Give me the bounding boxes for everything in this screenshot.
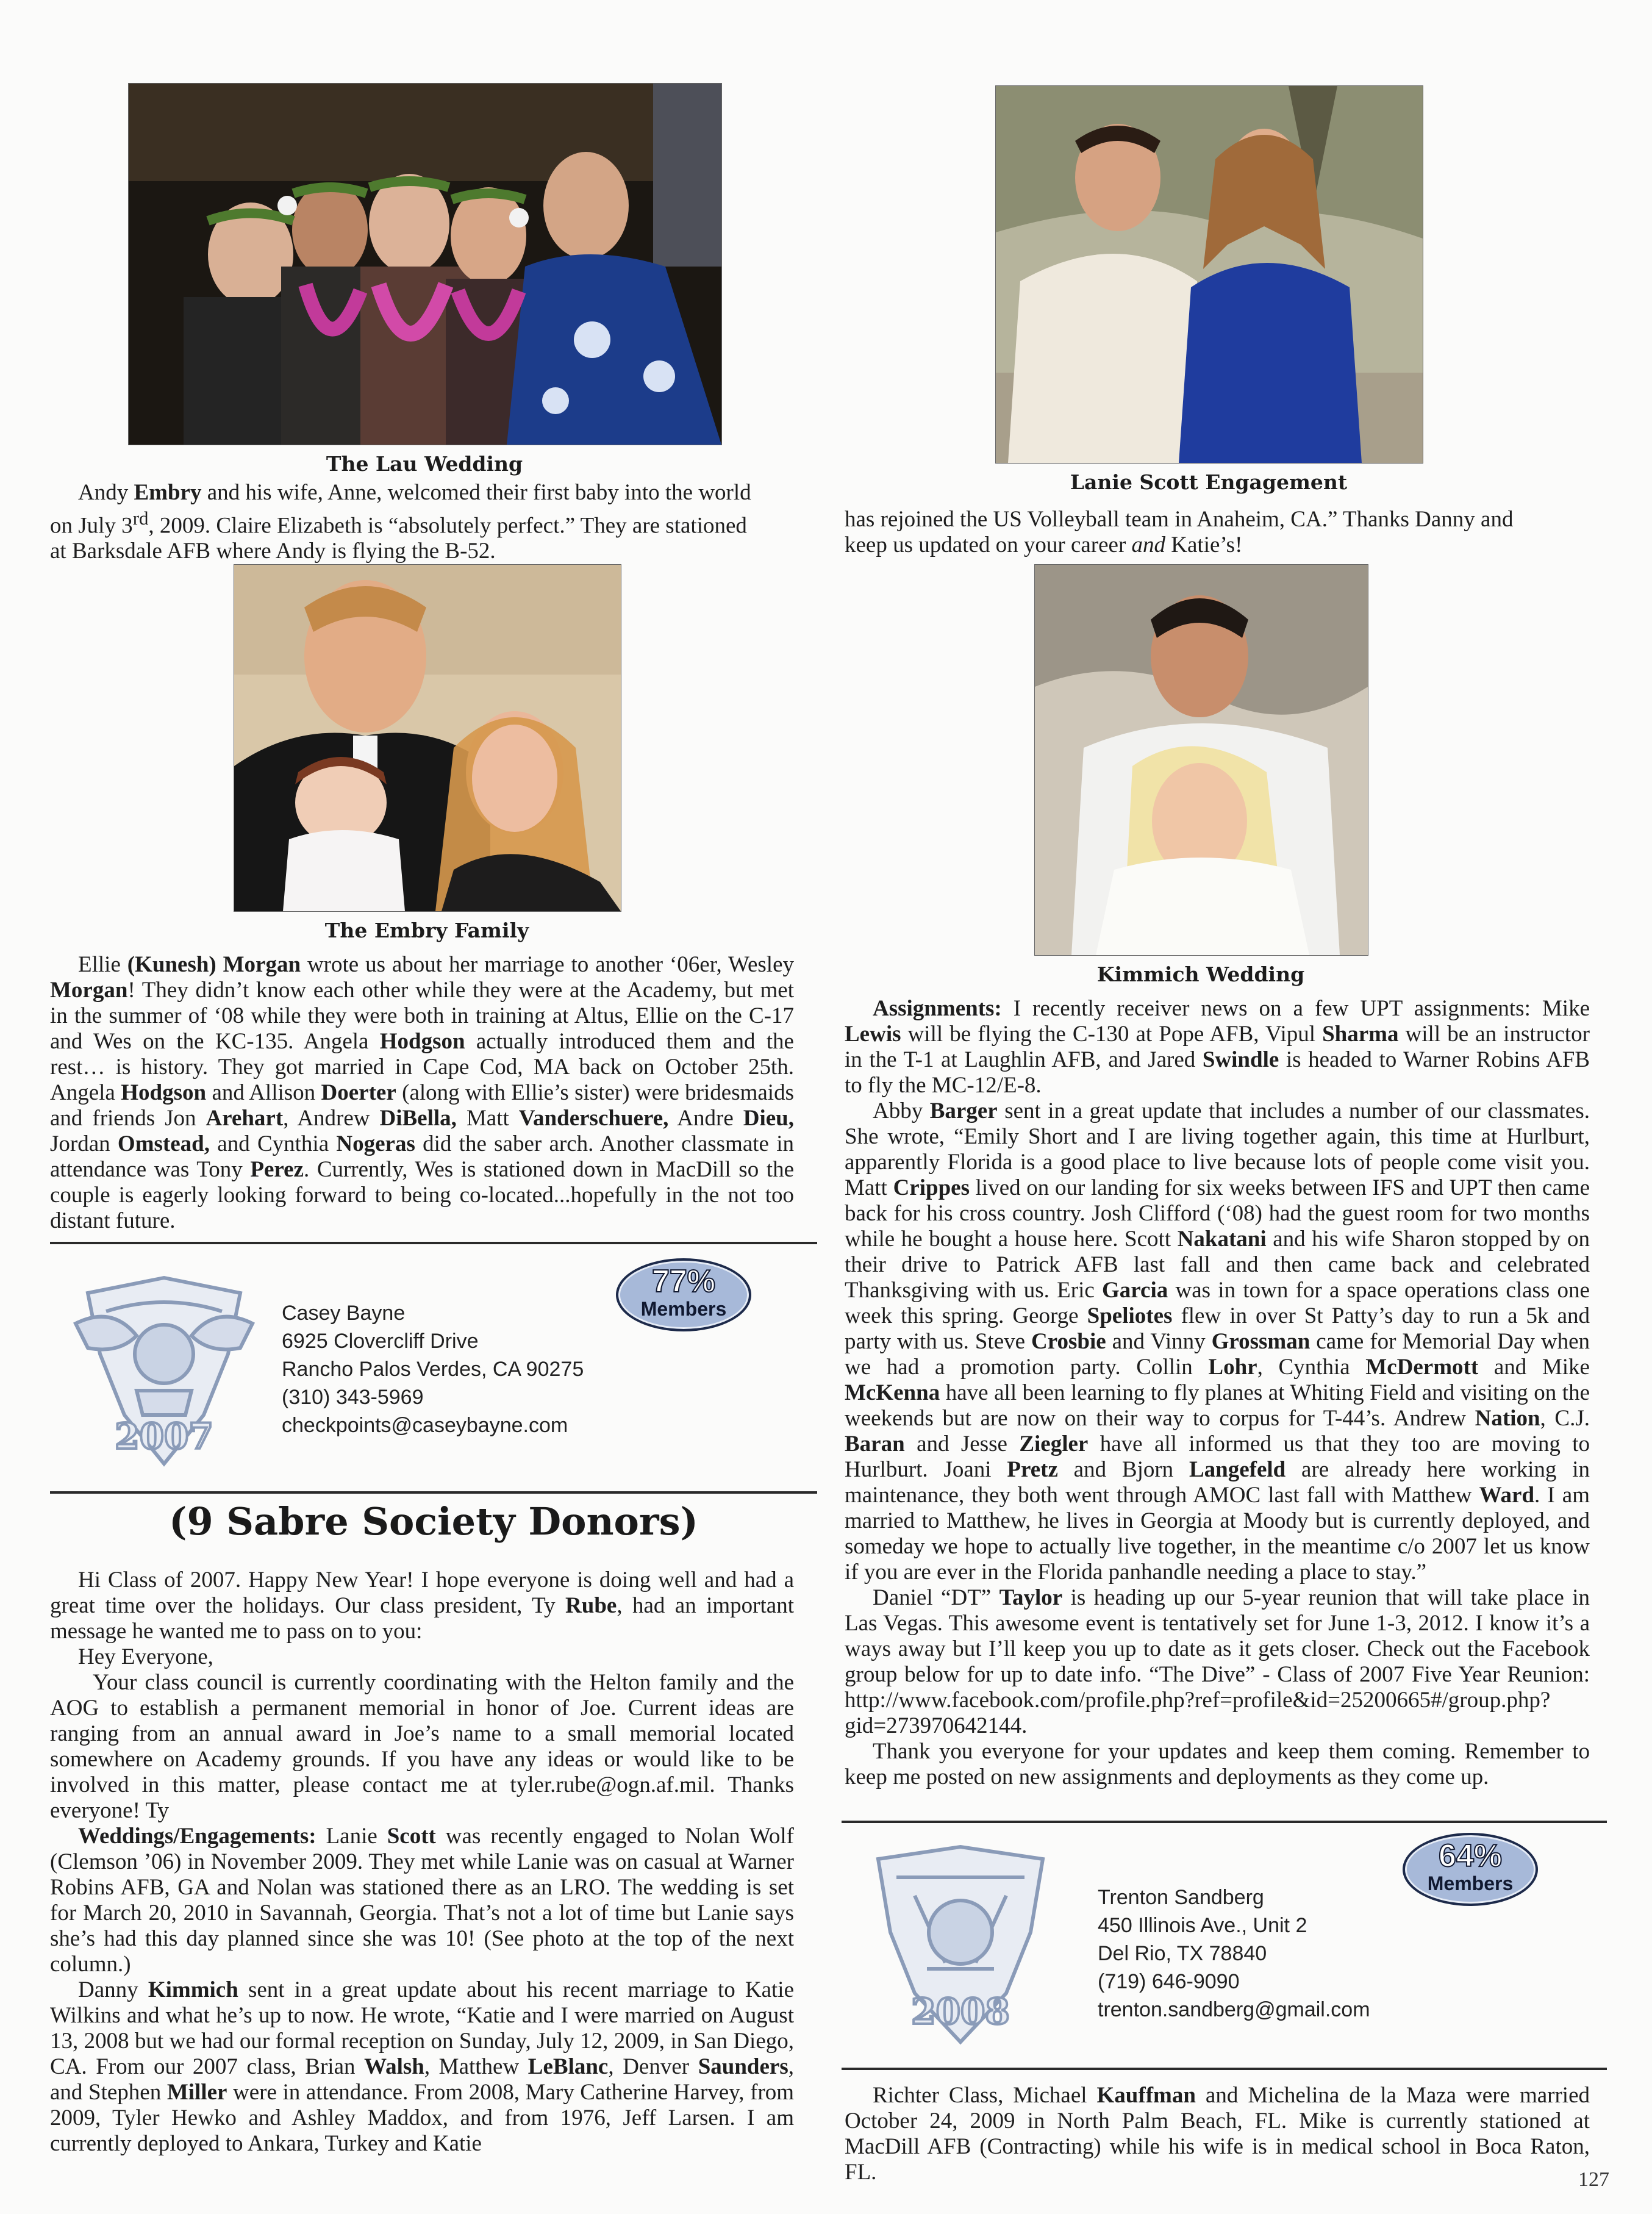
class2008-crest-icon [860,1841,1061,2048]
left-body-para-4: Danny Kimmich sent in a great update about his recent marriage to Katie Wilkins and what he’s up to now. He wrote, “Katie and I were married on August 13, 2008 but we had our formal reception on Sunday, July 12, 2009, in San Diego, CA. From our 2007 class, Brian Walsh, Matthew LeBlanc, Denver Saunders, and Stephen Miller were in attendance. From 2008, Mary Catherine Harvey, from 2009, Tyler Hewko and Ashley Maddox, and from 1976, Jeff Larsen. I am currently deployed to Ankara, Turkey and Katie [50,1977,794,2156]
class2007-contact-email[interactable]: checkpoints@caseybayne.com [282,1414,568,1437]
embry-line-1: Andy Embry and his wife, Anne, welcomed their first baby into the world [78,480,751,505]
class2007-contact [282,1299,584,1439]
class2007-crest-year: 2007 [115,1416,213,1457]
left-body [50,1567,794,2157]
class2008-members-label: Members [1427,1872,1514,1894]
class2007-members-label: Members [640,1298,727,1320]
left-body-para-3: Weddings/Engagements: Lanie Scott was recently engaged to Nolan Wolf (Clemson ’06) in November 2009. They met while Lanie was on casual at Warner Robins AFB, GA and Nolan was stationed there as an LRO. The wedding is set for March 20, 2010 in Savannah, Georgia. That’s not a lot of time but Lanie says she’s had this day planned since she was 10! (See photo at the top of the next column.) [50,1824,794,1977]
class2008-crest-year: 2008 [911,1991,1010,2032]
class2007-contact-name: Casey Bayne [282,1302,406,1325]
richter-paragraph [845,2083,1590,2185]
class2008-contact-email[interactable]: trenton.sandberg@gmail.com [1098,1998,1370,2021]
kimmich-wedding-photo [1034,564,1368,956]
page-number: 127 [1578,2168,1609,2191]
kimmich-wedding-caption: Kimmich Wedding [1096,962,1305,986]
class2008-members-percent: 64% [1438,1838,1503,1874]
class2008-contact-phone: (719) 646-9090 [1098,1970,1240,1993]
class2007-members-percent: 77% [651,1264,716,1299]
sabre-society-heading: (9 Sabre Society Donors) [169,1499,698,1544]
embry-line-3: at Barksdale AFB where Andy is flying the B-52. [50,539,496,564]
kimmich-cont-line-1: has rejoined the US Volleyball team in Anaheim, CA.” Thanks Danny and [845,507,1514,532]
lau-wedding-photo [128,83,722,445]
barger-para: Abby Barger sent in a great update that includes a number of our classmates. She wrote, “Emily Short and I are living together again, this time at Hurlburt, apparently Florida is a good place to live because lots of people come visit you. Matt Crippes lived on our landing for six weeks between IFS and UPT then came back for his cross country. Josh Clifford (‘08) had the guest room for two months while he bought a house here. Scott Nakatani and his wife Sharon stopped by on their drive to Patrick AFB last fall and then came back and celebrated Thanksgiving with us. Eric Garcia was in town for a space operations class one week this spring. George Speliotes flew in over St Patty’s day to run a 5k and party with us. Steve Crosbie and Vinny Grossman came for Memorial Day when we had a promotion party. Collin Lohr, Cynthia McDermott and Mike McKenna have all been learning to fly planes at Whiting Field and visiting on the weekends but are now on their way to corpus for T-44’s. Andrew Nation, C.J. Baran and Jesse Ziegler have all informed us that they too are moving to Hurlburt. Joani Pretz and Bjorn Langefeld are already here working in maintenance, they both went through AMOC last fall with Matthew Ward. I am married to Matthew, he lives in Georgia at Moody but is currently deployed, and someday we hope to actually live together, in the meantime c/o 2007 let us know if you are ever in the Florida panhandle needing a place to stay.” [845,1098,1590,1585]
kimmich-cont-line-2: keep us updated on your career and Katie’s! [845,532,1243,557]
right-body [845,996,1590,1790]
class2007-contact-phone: (310) 343-5969 [282,1386,424,1409]
class2008-top-rule [842,1821,1607,1823]
richter-text: Richter Class, Michael Kauffman and Michelina de la Maza were married October 24, 2009 in North Palm Beach, FL. Mike is currently stationed at MacDill AFB (Contracting) while his wife is in medical school in Boca Raton, FL. [845,2083,1590,2185]
thanks-para: Thank you everyone for your updates and keep them coming. Remember to keep me posted on new assignments and deployments as they come up. [845,1739,1590,1789]
class2007-members-badge [616,1258,751,1331]
assignments-para: Assignments: I recently receiver news on a few UPT assignments: Mike Lewis will be flying the C-130 at Pope AFB, Vipul Sharma will be an instructor in the T-1 at Laughlin AFB, and Jared Swindle is headed to Warner Robins AFB to fly the MC-12/E-8. [845,996,1590,1098]
kimmich-continuation [845,507,1596,558]
embry-line-2: on July 3rd, 2009. Claire Elizabeth is “absolutely perfect.” They are stationed [50,508,747,539]
morgan-text: Ellie (Kunesh) Morgan wrote us about her marriage to another ‘06er, Wesley Morgan! They didn’t know each other while they were at the Academy, but met in the summer of ‘08 while they were both in training at Altus, Ellie on the C-17 and Wes on the KC-135. Angela Hodgson actually introduced them and the rest… is history. They got married in Cape Cod, MA back on October 25th. Angela Hodgson and Allison Doerter (along with Ellie’s sister) were bridesmaids and friends Jon Arehart, Andrew DiBella, Matt Vanderschuere, Andre Dieu, Jordan Omstead, and Cynthia Nogeras did the saber arch. Another classmate in attendance was Tony Perez. Currently, Wes is stationed down in MacDill so the couple is eagerly looking forward to being co-located...hopefully in the not too distant future. [50,952,794,1233]
embry-paragraph [50,480,799,564]
lanie-scott-caption: Lanie Scott Engagement [1070,470,1348,494]
class2008-contact-street: 450 Illinois Ave., Unit 2 [1098,1914,1307,1937]
class2008-contact-name: Trenton Sandberg [1098,1886,1264,1909]
class2008-contact [1098,1883,1370,2024]
class2008-members-badge [1403,1833,1538,1906]
left-body-para-1: Hey Everyone, [78,1644,213,1669]
embry-family-caption: The Embry Family [324,919,529,942]
class2007-contact-city: Rancho Palos Verdes, CA 90275 [282,1358,584,1381]
class2007-crest-icon [63,1269,265,1470]
taylor-para: Daniel “DT” Taylor is heading up our 5-year reunion that will take place in Las Vegas. This awesome event is tentatively set for June 1-3, 2012. I know it’s a ways away but I’ll keep you up to date as it gets closer. Check out the Facebook group below for up to date info. “The Dive” - Class of 2007 Five Year Reunion: http://www.facebook.com/profile.php?ref=profile&id=25200665#/group.php?gid=273970642144. [845,1585,1590,1738]
class2008-bottom-rule [842,2068,1607,2070]
left-body-para-0: Hi Class of 2007. Happy New Year! I hope everyone is doing well and had a great time over the holidays. Our class president, Ty Rube, had an important message he wanted me to pass on to you: [50,1567,794,1644]
morgan-paragraph [50,952,794,1234]
class2007-top-rule [50,1242,817,1244]
lanie-scott-engagement-photo [995,85,1423,464]
embry-family-photo [234,564,621,912]
class2007-bottom-rule [50,1491,817,1494]
class2008-contact-city: Del Rio, TX 78840 [1098,1942,1267,1965]
lau-wedding-caption: The Lau Wedding [326,452,523,476]
left-body-para-2: Your class council is currently coordinating with the Helton family and the AOG to establish a permanent memorial in honor of Joe. Current ideas are ranging from an annual award in Joe’s name to a small memorial located somewhere on Academy grounds. If you have any ideas or would like to be involved in this matter, please contact me at tyler.rube@ogn.af.mil. Thanks everyone! Ty [50,1670,794,1823]
class2007-contact-street: 6925 Clovercliff Drive [282,1330,479,1353]
